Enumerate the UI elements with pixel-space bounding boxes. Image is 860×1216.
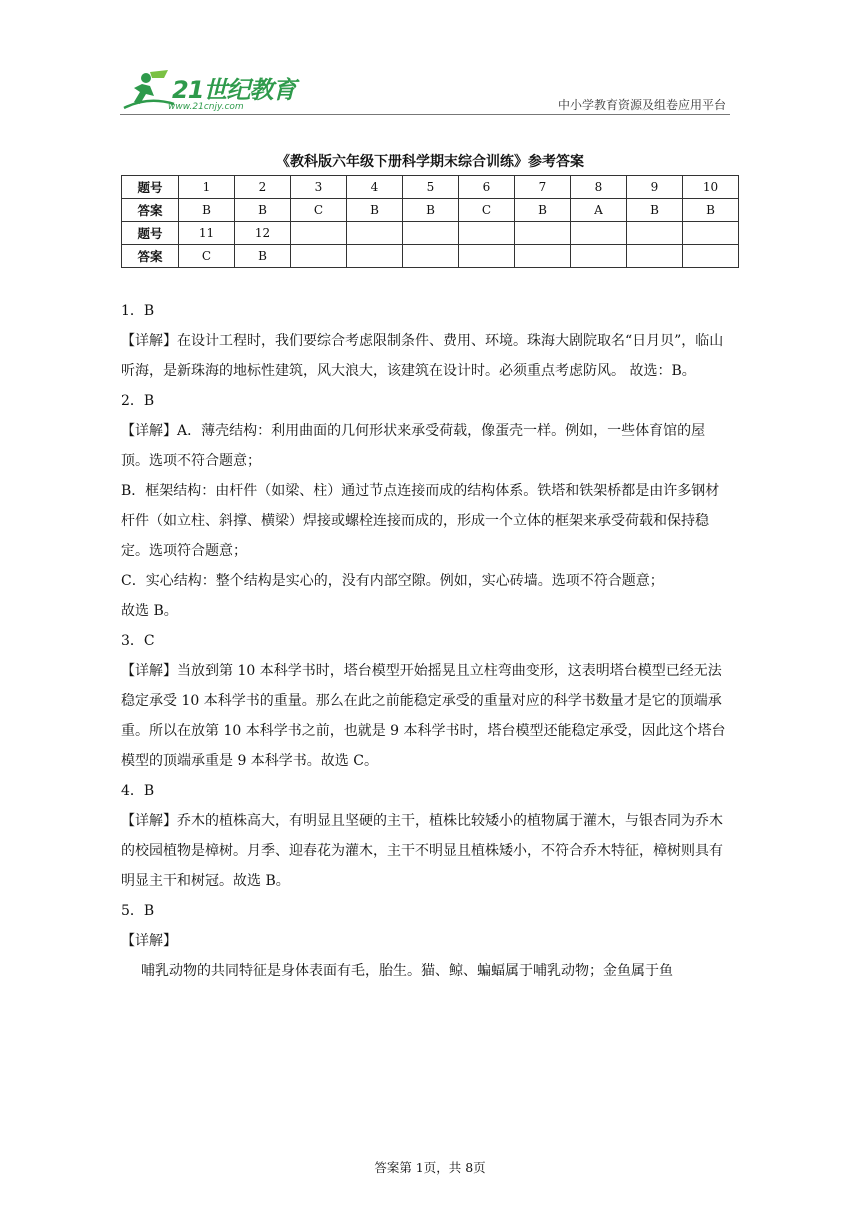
question-number: 4	[347, 176, 403, 199]
logo	[120, 66, 310, 114]
answer-explanations	[121, 296, 733, 986]
question-number	[403, 222, 459, 245]
question-number: 10	[683, 176, 739, 199]
question-number: 6	[459, 176, 515, 199]
item-number: 5．B	[121, 903, 155, 919]
item-number: 4．B	[121, 783, 155, 799]
answer-cell: B	[179, 199, 235, 222]
question-number: 2	[235, 176, 291, 199]
page-footer: 答案第 1页，共 8页	[374, 1160, 486, 1175]
answer-cell: B	[347, 199, 403, 222]
item-number: 1．B	[121, 303, 155, 319]
answer-cell	[291, 245, 347, 268]
answer-cell	[683, 245, 739, 268]
answer-cell: B	[235, 199, 291, 222]
question-number: 8	[571, 176, 627, 199]
answer-cell: C	[459, 199, 515, 222]
explanation-paragraph: 【详解】在设计工程时，我们要综合考虑限制条件、费用、环境。珠海大剧院取名“日月贝”，临山听海，是新珠海的地标性建筑，风大浪大，该建筑在设计时。必须重点考虑防风。 故选：B。	[121, 333, 724, 379]
answer-cell: C	[291, 199, 347, 222]
explanation-paragraph: 【详解】A．薄壳结构：利用曲面的几何形状来承受荷载，像蛋壳一样。例如，一些体育馆的屋顶。选项不符合题意；	[121, 423, 706, 469]
explanation-paragraph: B．框架结构：由杆件（如梁、柱）通过节点连接而成的结构体系。铁塔和铁架桥都是由许多钢材杆件（如立柱、斜撑、横梁）焊接或螺栓连接而成的，形成一个立体的框架来承受荷载和保持稳定。选项符合题意；	[121, 483, 720, 559]
answer-cell: B	[683, 199, 739, 222]
question-number-row-2	[122, 222, 739, 245]
question-number	[683, 222, 739, 245]
answer-cell: A	[571, 199, 627, 222]
page-header	[120, 62, 730, 118]
answer-cell	[571, 245, 627, 268]
question-number: 9	[627, 176, 683, 199]
answer-cell: B	[235, 245, 291, 268]
answer-label: 答案	[122, 199, 179, 222]
question-label: 题号	[122, 222, 179, 245]
answer-row-2	[122, 245, 739, 268]
explanation-paragraph: 【详解】	[121, 933, 177, 949]
platform-label: 中小学教育资源及组卷应用平台	[557, 98, 726, 112]
question-number: 11	[179, 222, 235, 245]
question-number: 5	[403, 176, 459, 199]
question-number: 1	[179, 176, 235, 199]
answer-cell: B	[403, 199, 459, 222]
explanation-paragraph: C．实心结构：整个结构是实心的，没有内部空隙。例如，实心砖墙。选项不符合题意；	[121, 573, 664, 589]
logo-text: 21世纪教育	[172, 76, 296, 104]
question-number	[347, 222, 403, 245]
question-number	[627, 222, 683, 245]
explanation-paragraph: 【详解】当放到第 10 本科学书时，塔台模型开始摇晃且立柱弯曲变形，这表明塔台模型已经无法稳定承受 10 本科学书的重量。那么在此之前能稳定承受的重量对应的科学书数量才是它的顶端承重。所以在放第 10 本科学书之前，也就是 9 本科学书时，塔台模型还能稳定承受，因此这个塔台模型的顶端承重是 9 本科学书。故选 C。	[121, 663, 726, 769]
question-label: 题号	[122, 176, 179, 199]
question-number: 3	[291, 176, 347, 199]
question-number	[571, 222, 627, 245]
answer-row-1	[122, 199, 739, 222]
answer-cell	[459, 245, 515, 268]
answer-cell: B	[515, 199, 571, 222]
document-title: 《教科版六年级下册科学期末综合训练》参考答案	[276, 154, 584, 170]
item-number: 2．B	[121, 393, 155, 409]
answer-cell	[515, 245, 571, 268]
explanation-paragraph: 故选 B。	[121, 603, 178, 619]
header-divider	[120, 114, 730, 115]
answer-label: 答案	[122, 245, 179, 268]
question-number: 12	[235, 222, 291, 245]
answer-cell: C	[179, 245, 235, 268]
answer-cell	[403, 245, 459, 268]
question-number-row-1	[122, 176, 739, 199]
answer-cell	[347, 245, 403, 268]
item-number: 3．C	[121, 633, 155, 649]
explanation-paragraph: 哺乳动物的共同特征是身体表面有毛，胎生。猫、鲸、蝙蝠属于哺乳动物；金鱼属于鱼	[141, 963, 673, 979]
answer-table	[121, 175, 739, 268]
question-number: 7	[515, 176, 571, 199]
answer-cell	[627, 245, 683, 268]
answer-cell: B	[627, 199, 683, 222]
question-number	[515, 222, 571, 245]
logo-url: www.21cnjy.com	[168, 102, 244, 112]
question-number	[291, 222, 347, 245]
question-number	[459, 222, 515, 245]
explanation-paragraph: 【详解】乔木的植株高大，有明显且坚硬的主干，植株比较矮小的植物属于灌木，与银杏同为乔木的校园植物是樟树。月季、迎春花为灌木，主干不明显且植株矮小，不符合乔木特征，樟树则具有明显主干和树冠。故选 B。	[121, 813, 723, 889]
